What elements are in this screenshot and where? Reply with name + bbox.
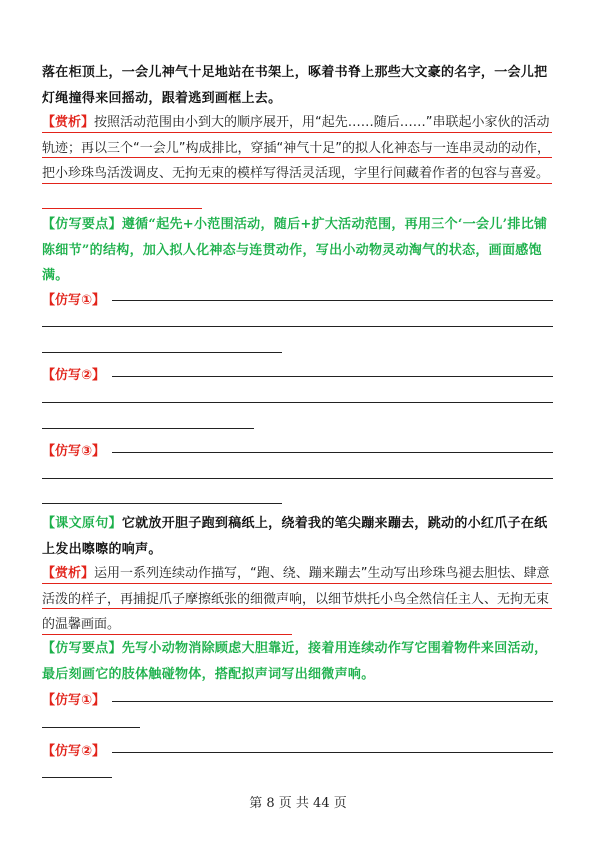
- tips-text: 先写小动物消除顾虑大胆靠近，接着用连续动作写它围着物件来回活动，最后刻画它的肢体触碰物体，搭配拟声词写出细微声响。: [42, 641, 548, 682]
- source-text: 它就放开胆子跑到稿纸上，绕着我的笔尖蹦来蹦去，跳动的小红爪子在纸上发出嚓嚓的响声。: [42, 516, 548, 557]
- imitation-blank[interactable]: [112, 376, 553, 377]
- imitation-blank[interactable]: [112, 752, 553, 753]
- imitation-blank[interactable]: [42, 352, 282, 353]
- imitation-blank[interactable]: [42, 402, 553, 403]
- tips-paragraph-1: [42, 212, 556, 289]
- imitation-blank[interactable]: [112, 452, 553, 453]
- appreciation-underline: [42, 132, 552, 133]
- imitation-label-2: 【仿写②】: [42, 744, 106, 759]
- tips-tag: 【仿写要点】: [42, 217, 122, 232]
- imitation-blank[interactable]: [112, 300, 553, 301]
- imitation-blank[interactable]: [42, 727, 140, 728]
- imitation-blank[interactable]: [42, 777, 112, 778]
- appreciation-underline: [42, 634, 292, 635]
- source-tag: 【课文原句】: [42, 516, 122, 531]
- imitation-blank[interactable]: [112, 701, 553, 702]
- appreciation-paragraph-2: [42, 561, 556, 638]
- source-sentence-paragraph: [42, 511, 556, 562]
- imitation-label-3: 【仿写③】: [42, 444, 106, 459]
- appreciation-text: 运用一系列连续动作描写，“跑、绕、蹦来蹦去”生动写出珍珠鸟褪去胆怯、肆意活泼的样子，再捕捉爪子摩擦纸张的细微声响，以细节烘托小鸟全然信任主人、无拘无束的温馨画面。: [42, 566, 550, 632]
- page-footer: 第 8 页 共 44 页: [249, 796, 347, 811]
- appreciation-text: 按照活动范围由小到大的顺序展开，用“起先……随后……”串联起小家伙的活动轨迹；再以三个“一会儿”构成排比，穿插“神气十足”的拟人化神态与一连串灵动的动作，把小珍珠鸟活泼调皮、无拘无束的模样写得活灵活现，字里行间藏着作者的包容与喜爱。: [42, 115, 550, 181]
- appreciation-underline: [42, 608, 552, 609]
- tips-text: 遵循“起先+小范围活动，随后+扩大活动范围，再用三个‘一会儿’排比铺陈细节”的结构，加入拟人化神态与连贯动作，写出小动物灵动淘气的状态，画面感饱满。: [42, 217, 548, 283]
- imitation-label-2: 【仿写②】: [42, 368, 106, 383]
- original-text-continuation: 落在柜顶上，一会儿神气十足地站在书架上，啄着书脊上那些大文豪的名字，一会儿把灯绳撞得来回摇动，跟着逃到画框上去。: [42, 65, 548, 106]
- tips-paragraph-2: [42, 636, 556, 687]
- imitation-blank[interactable]: [42, 326, 553, 327]
- appreciation-tag: 【赏析】: [42, 566, 95, 581]
- appreciation-underline: [42, 157, 552, 158]
- appreciation-underline: [42, 183, 552, 184]
- imitation-label-1: 【仿写①】: [42, 293, 106, 308]
- appreciation-underline: [42, 583, 552, 584]
- appreciation-underline: [42, 208, 202, 209]
- tips-tag: 【仿写要点】: [42, 641, 122, 656]
- imitation-blank[interactable]: [42, 428, 254, 429]
- appreciation-paragraph-1: [42, 110, 556, 187]
- appreciation-tag: 【赏析】: [42, 115, 95, 130]
- imitation-blank[interactable]: [42, 503, 282, 504]
- imitation-blank[interactable]: [42, 478, 553, 479]
- imitation-label-1: 【仿写①】: [42, 693, 106, 708]
